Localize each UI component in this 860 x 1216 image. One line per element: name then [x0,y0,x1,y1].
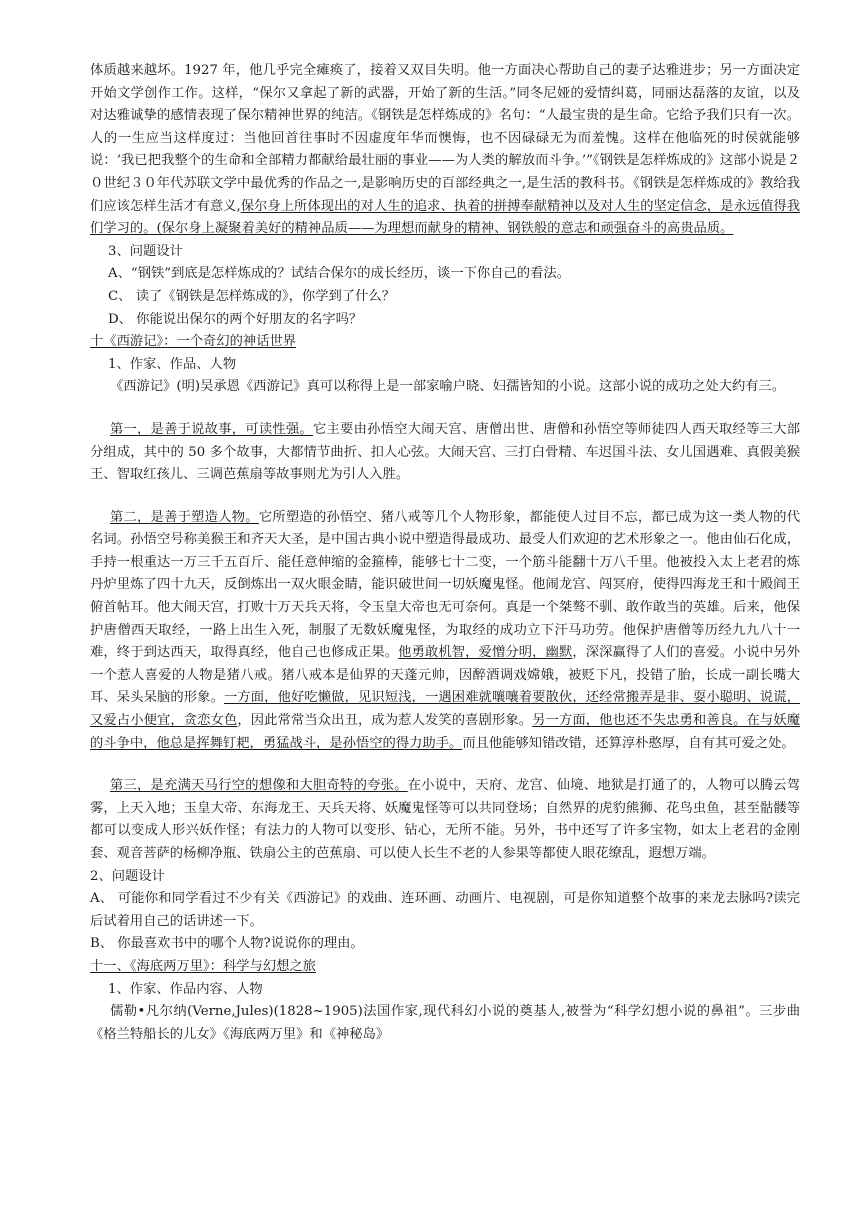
second-point-text-2: ，深深赢得了人们的喜爱。小说中另外一个惹人喜爱的人物是猪八戒。猪八戒本是仙界的天蓬元帅，因醉酒调戏嫦娥，被贬下凡，投错了胎，长成一副长嘴大耳、呆头呆脑的形象。 [90,645,801,706]
second-point-underline-3: 另一方面，他也还不失忠勇和善良。在与妖魔的斗争中，他总是挥舞钉耙，勇猛战斗，是孙悟空的得力助手。 [90,713,801,751]
second-point-label: 第二，是善于塑造人物。 [109,509,259,525]
question-c: C、 读了《钢铁是怎样炼成的》，你学到了什么？ [108,288,395,304]
spacer [90,399,800,419]
spacer [90,755,800,775]
section-11-subheading: 1、作家、作品内容、人物 [108,981,263,997]
second-point-text: 它所塑造的孙悟空、猪八戒等几个人物形象，都能使人过目不忘，都已成为这一类人物的代名词。孙悟空号称美猴王和齐天大圣，是中国古典小说中塑造得最成功、最受人们欢迎的艺术形象之一。他由仙石化成，手持一根重达一万三千五百斤、能任意伸缩的金箍棒，能够七十二变，一个筋斗能翻十万八千里。他被投入太上老君的炼丹炉里炼了四十九天，反倒炼出一双火眼金睛，能识破世间一切妖魔鬼怪。他闹龙宫、闯冥府，使得四海龙王和十殿阎王俯首帖耳。他大闹天宫，打败十万天兵天将，令玉皇大帝也无可奈何。真是一个桀骜不驯、敢作敢当的英雄。后来，他保护唐僧西天取经，一路上出生入死，制服了无数妖魔鬼怪，为取经的成功立下汗马功劳。他保护唐僧等历经九九八十一难，终于到达西天，取得真经，他自己也修成正果。 [90,509,801,661]
spacer [90,487,800,507]
first-point-label: 第一，是善于说故事，可读性强。 [109,421,313,437]
intro-paragraph [90,60,800,241]
question-design-title: 3、问题设计 [108,243,183,259]
second-point-text-3: ，因此常常当众出丑，成为惹人发笑的喜剧形象。 [237,713,533,729]
second-point-text-4: 而且他能够知错改错，还算淳朴憨厚，自有其可爱之处。 [462,735,795,751]
question-d: D、 你能说出保尔的两个好朋友的名字吗？ [108,311,363,327]
document-page [90,60,800,1046]
first-point-paragraph [90,419,800,487]
section-10-heading: 十《西游记》：一个奇幻的神话世界 [90,334,297,350]
third-point-label: 第三，是充满天马行空的想像和大胆奇特的夸张。 [109,778,408,794]
question-a: A、“钢铁”到底是怎样炼成的？试结合保尔的成长经历，谈一下你自己的看法。 [108,266,570,282]
first-point-text: 它主要由孙悟空大闹天宫、唐僧出世、唐僧和孙悟空等师徒四人西天取经等三大部分组成，其中的 50 多个故事，大都情节曲折、扣人心弦。大闹天宫、三打白骨精、车迟国斗法、女儿国遇难、真假美猴王、智取红孩儿、三调芭蕉扇等故事则尤为引人入胜。 [90,421,801,483]
third-point-paragraph [90,775,800,865]
section-11-heading: 十一、《海底两万里》：科学与幻想之旅 [90,958,317,974]
section-10-subheading: 1、作家、作品、人物 [108,356,237,372]
intro-underlined-text: 保尔身上所体现出的对人生的追求、执着的拼搏奉献精神以及对人生的坚定信念，是永远值得我们学习的。(保尔身上凝聚着美好的精神品质——为理想而献身的精神、钢铁般的意志和顽强奋斗的高贵品质。 [90,198,801,237]
intro-text: 体质越来越坏。1927 年，他几乎完全瘫痪了，接着又双目失明。他一方面决心帮助自己的妻子达雅进步；另一方面决定开始文学创作工作。这样，“保尔又拿起了新的武器，开始了新的生活。”同冬尼娅的爱情纠葛，同丽达磊落的友谊，以及对达雅诚挚的感情表现了保尔精神世界的纯洁。《钢铁是怎样炼成的》名句：“人最宝贵的是生命。它给予我们只有一次。人的一生应当这样度过：当他回首往事时不因虚度年华而懊悔，也不因碌碌无为而羞愧。这样在他临死的时侯就能够说：‘我已把我整个的生命和全部精力都献给最壮丽的事业——为人类的解放而斗争。’”《钢铁是怎样炼成的》这部小说是２０世纪３０年代苏联文学中最优秀的作品之一,是影响历史的百部经典之一,是生活的教科书。《钢铁是怎样炼成的》教给我们应该怎样生活才有意义, [90,63,800,214]
third-point-text: 在小说中，天府、龙宫、仙境、地狱是打通了的，人物可以腾云驾雾，上天入地；玉皇大帝、东海龙王、天兵天将、妖魔鬼怪等可以共同登场；自然界的虎豹熊狮、花鸟虫鱼，甚至骷髅等都可以变成人形兴妖作怪；有法力的人物可以变形、钻心，无所不能。另外，书中还写了许多宝物，如太上老君的金刚套、观音菩萨的杨柳净瓶、铁扇公主的芭蕉扇、可以使人长生不老的人参果等都使人眼花缭乱，遐想万端。 [90,778,801,861]
second-point-underline-1: 他勇敢机智，爱憎分明，幽默 [398,645,573,661]
section-10-question-a: A、 可能你和同学看过不少有关《西游记》的戏曲、连环画、动画片、电视剧，可是你知道整个故事的来龙去脉吗?读完后试着用自己的话讲述一下。 [90,891,800,929]
second-point-underline-2: 一方面，他好吃懒做，见识短浅，一遇困难就嚷嚷着要散伙，还经常搬弄是非、耍小聪明、说谎，又爱占小便宜，贪恋女色 [90,690,801,729]
section-10-question-b: B、 你最喜欢书中的哪个人物?说说你的理由。 [90,936,364,952]
section-10-intro: 《西游记》(明)吴承恩《西游记》真可以称得上是一部家喻户晓、妇孺皆知的小说。这部小说的成功之处大约有三。 [109,379,786,395]
section-10-question-title: 2、问题设计 [90,868,165,884]
section-11-intro: 儒勒•凡尔纳(Verne,Jules)(1828~1905)法国作家,现代科幻小说的奠基人,被誉为“科学幻想小说的鼻祖”。三步曲《格兰特船长的儿女》《海底两万里》和《神秘岛》 [90,1004,800,1042]
second-point-paragraph [90,507,800,756]
